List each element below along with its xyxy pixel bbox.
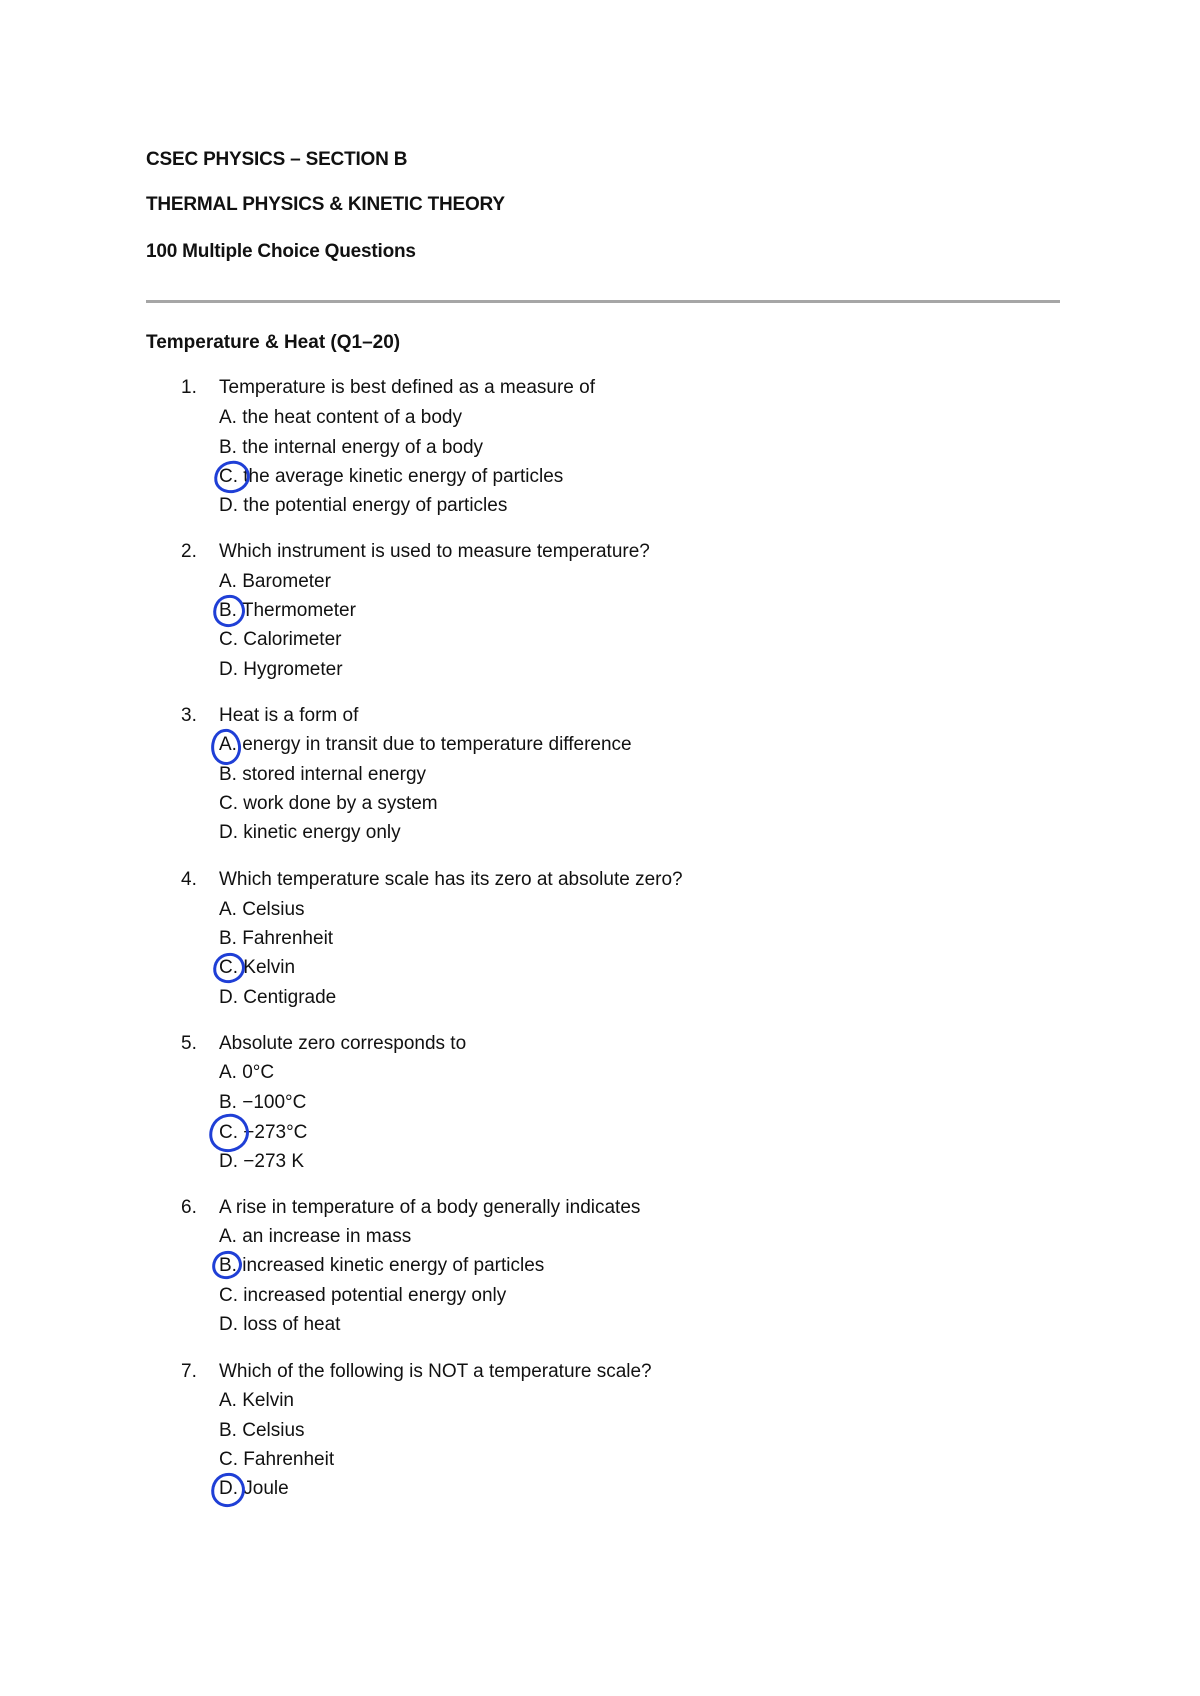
answer-option: A. 0°C xyxy=(219,1062,275,1083)
question-number: 4. xyxy=(181,869,197,890)
document-subtitle: THERMAL PHYSICS & KINETIC THEORY xyxy=(146,194,505,215)
answer-option: C. Fahrenheit xyxy=(219,1449,335,1470)
horizontal-divider xyxy=(146,300,1060,303)
document-title: CSEC PHYSICS – SECTION B xyxy=(146,149,408,170)
answer-option: A. Celsius xyxy=(219,899,305,920)
question-text: Which temperature scale has its zero at absolute zero? xyxy=(219,869,683,890)
question-number: 3. xyxy=(181,705,197,726)
question-text: Heat is a form of xyxy=(219,705,359,726)
answer-option: B. stored internal energy xyxy=(219,764,427,785)
answer-option: C. Calorimeter xyxy=(219,629,342,650)
answer-option: D. kinetic energy only xyxy=(219,822,401,843)
answer-option: C. increased potential energy only xyxy=(219,1285,507,1306)
section-heading: Temperature & Heat (Q1–20) xyxy=(146,332,401,353)
answer-option: A. the heat content of a body xyxy=(219,407,462,428)
answer-option: A. an increase in mass xyxy=(219,1226,412,1247)
answer-option-selected: C. Kelvin xyxy=(219,957,296,978)
answer-option: D. loss of heat xyxy=(219,1314,341,1335)
answer-option-selected: A. energy in transit due to temperature difference xyxy=(219,734,632,755)
question-number: 5. xyxy=(181,1033,197,1054)
question-text: Which instrument is used to measure temperature? xyxy=(219,541,650,562)
answer-option: B. Fahrenheit xyxy=(219,928,334,949)
question-text: Temperature is best defined as a measure of xyxy=(219,377,595,398)
answer-option-selected: C. −273°C xyxy=(219,1122,308,1143)
answer-option: D. the potential energy of particles xyxy=(219,495,508,516)
answer-option-selected: B. Thermometer xyxy=(219,600,356,621)
answer-option: B. Celsius xyxy=(219,1420,305,1441)
answer-option: D. Centigrade xyxy=(219,987,337,1008)
question-count-heading: 100 Multiple Choice Questions xyxy=(146,241,416,262)
answer-option-selected: B. increased kinetic energy of particles xyxy=(219,1255,545,1276)
question-number: 7. xyxy=(181,1361,197,1382)
pen-circle-mark xyxy=(207,1111,252,1154)
answer-option: D. Hygrometer xyxy=(219,659,343,680)
answer-option: C. work done by a system xyxy=(219,793,438,814)
answer-option: D. −273 K xyxy=(219,1151,305,1172)
question-text: A rise in temperature of a body generally indicates xyxy=(219,1197,641,1218)
question-text: Absolute zero corresponds to xyxy=(219,1033,467,1054)
question-text: Which of the following is NOT a temperature scale? xyxy=(219,1361,652,1382)
answer-option: A. Barometer xyxy=(219,571,331,592)
answer-option: B. −100°C xyxy=(219,1092,307,1113)
question-number: 6. xyxy=(181,1197,197,1218)
question-number: 1. xyxy=(181,377,197,398)
answer-option-selected: D. Joule xyxy=(219,1478,289,1499)
answer-option-selected: C. the average kinetic energy of particles xyxy=(219,466,564,487)
answer-option: A. Kelvin xyxy=(219,1390,294,1411)
answer-option: B. the internal energy of a body xyxy=(219,437,484,458)
question-number: 2. xyxy=(181,541,197,562)
